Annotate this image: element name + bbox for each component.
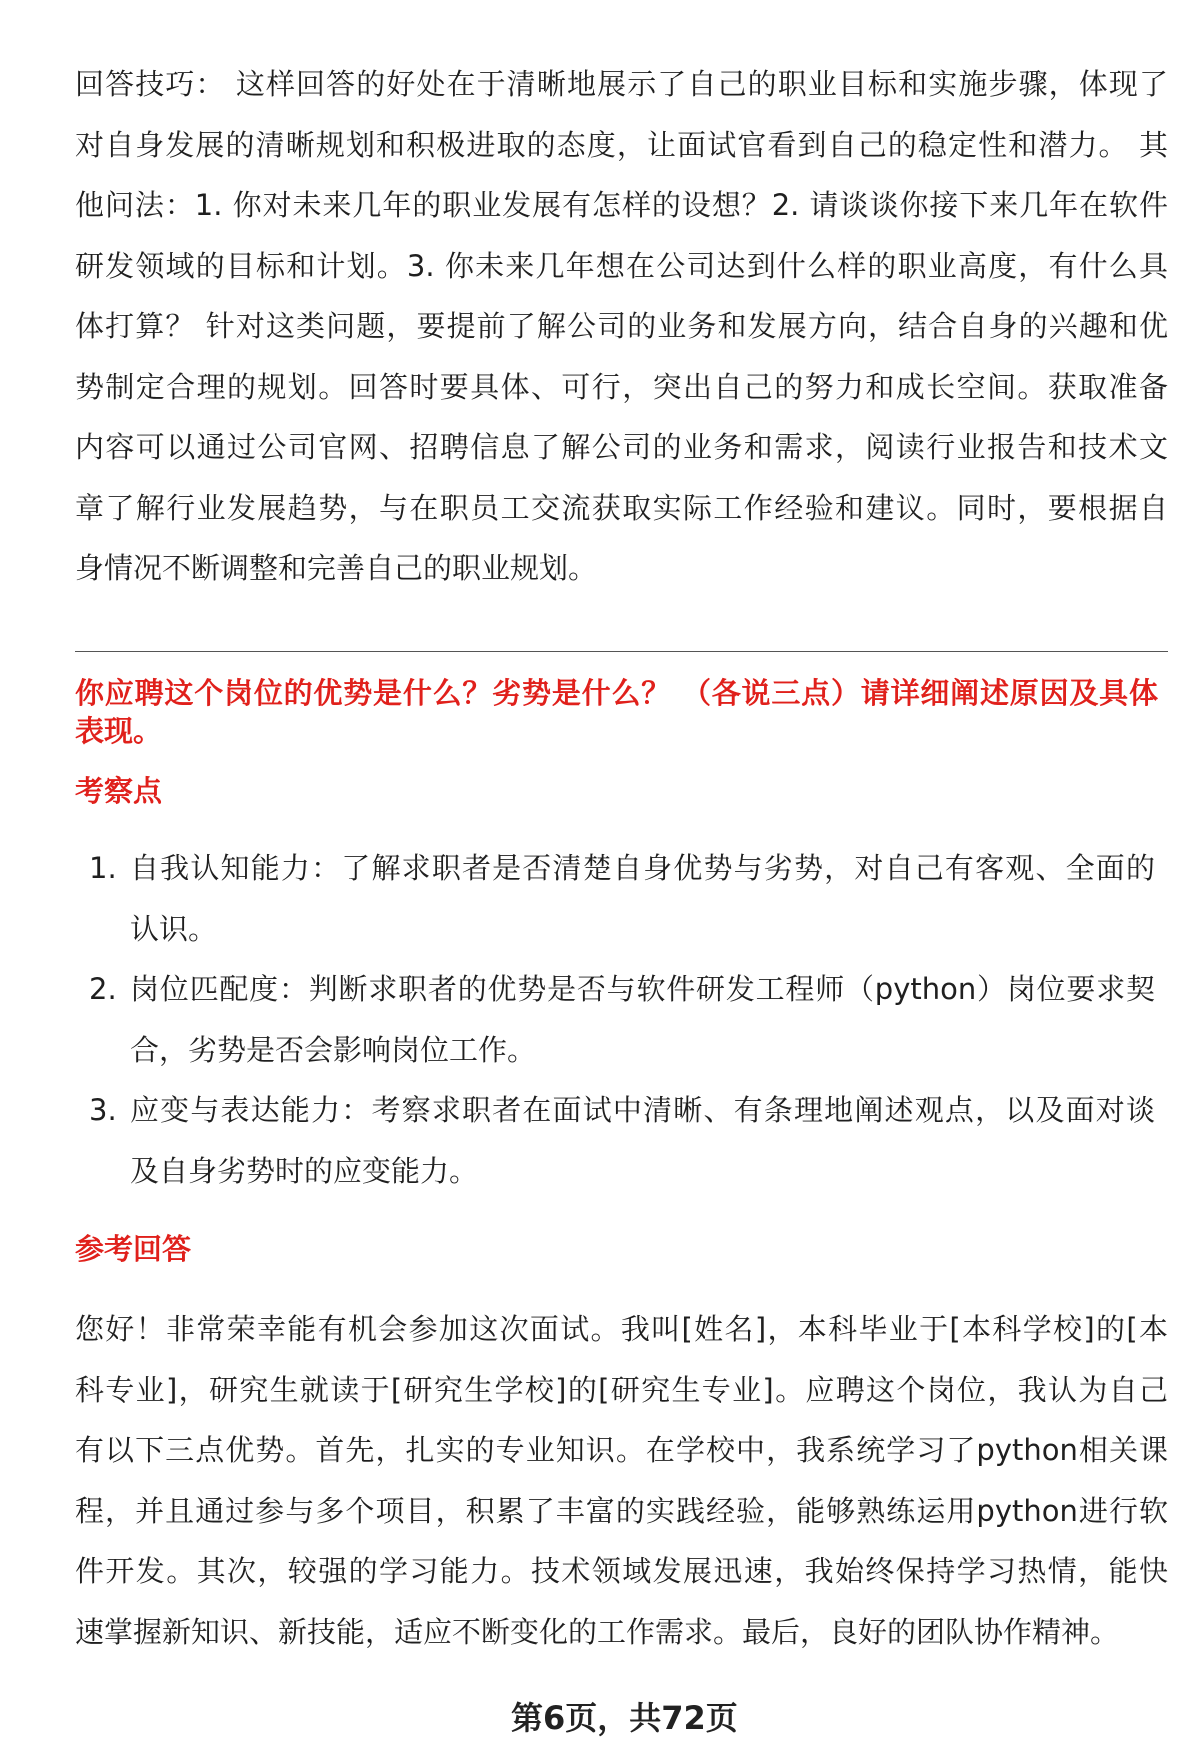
list-item-line: 及自身劣势时的应变能力。	[130, 1153, 479, 1188]
intro-line: 对自身发展的清晰规划和积极进取的态度，让面试官看到自己的稳定性和潜力。 其	[75, 127, 1168, 162]
list-item-line: 应变与表达能力：考察求职者在面试中清晰、有条理地阐述观点，以及面对谈	[130, 1093, 1155, 1127]
intro-line: 体打算？ 针对这类问题，要提前了解公司的业务和发展方向，结合自身的兴趣和优	[75, 309, 1168, 343]
list-item	[0, 838, 1190, 959]
list-item-line: 自我认知能力：了解求职者是否清楚自身优势与劣势，对自己有客观、全面的	[130, 851, 1155, 885]
page-number: 第6页，共72页	[511, 1699, 738, 1737]
intro-line: 他问法：1. 你对未来几年的职业发展有怎样的设想？2. 请谈谈你接下来几年在软件	[75, 188, 1168, 222]
reference-answer-paragraph	[75, 1299, 1168, 1662]
answer-line: 件开发。其次，较强的学习能力。技术领域发展迅速，我始终保持学习热情，能快	[75, 1554, 1168, 1588]
list-item-line: 岗位匹配度：判断求职者的优势是否与软件研发工程师（python）岗位要求契	[130, 972, 1155, 1006]
answer-line: 程，并且通过参与多个项目，积累了丰富的实践经验，能够熟练运用python进行软	[75, 1493, 1168, 1528]
question-title-line: 表现。	[75, 714, 163, 748]
list-item-number: 3.	[89, 1093, 117, 1127]
answer-line: 速掌握新知识、新技能，适应不断变化的工作需求。最后，良好的团队协作精神。	[75, 1614, 1120, 1649]
list-item-line: 认识。	[130, 911, 218, 946]
intro-line: 研发领域的目标和计划。3. 你未来几年想在公司达到什么样的职业高度，有什么具	[75, 248, 1168, 283]
question-title-line: 你应聘这个岗位的优势是什么？劣势是什么？ （各说三点）请详细阐述原因及具体	[75, 676, 1158, 710]
intro-line: 势制定合理的规划。回答时要具体、可行，突出自己的努力和成长空间。获取准备	[75, 369, 1168, 404]
intro-paragraph	[75, 54, 1168, 599]
intro-line: 回答技巧： 这样回答的好处在于清晰地展示了自己的职业目标和实施步骤，体现了	[75, 67, 1168, 101]
list-item	[0, 1080, 1190, 1201]
intro-line: 章了解行业发展趋势，与在职员工交流获取实际工作经验和建议。同时，要根据自	[75, 490, 1168, 525]
list-item-number: 1.	[89, 851, 117, 885]
assessment-points-label: 考察点	[75, 774, 163, 808]
list-item	[0, 959, 1190, 1080]
answer-line: 有以下三点优势。首先，扎实的专业知识。在学校中，我系统学习了python相关课	[75, 1433, 1168, 1467]
answer-line: 您好！非常荣幸能有机会参加这次面试。我叫[姓名]，本科毕业于[本科学校]的[本	[75, 1312, 1168, 1346]
list-item-line: 合，劣势是否会影响岗位工作。	[130, 1032, 537, 1067]
answer-line: 科专业]，研究生就读于[研究生学校]的[研究生专业]。应聘这个岗位，我认为自己	[75, 1372, 1168, 1407]
assessment-points-list	[0, 838, 1190, 1201]
intro-line: 身情况不断调整和完善自己的职业规划。	[75, 551, 598, 585]
reference-answer-label: 参考回答	[75, 1232, 192, 1266]
intro-line: 内容可以通过公司官网、招聘信息了解公司的业务和需求，阅读行业报告和技术文	[75, 430, 1168, 464]
question-title	[75, 674, 1158, 750]
list-item-number: 2.	[89, 972, 117, 1006]
section-divider	[75, 651, 1168, 652]
